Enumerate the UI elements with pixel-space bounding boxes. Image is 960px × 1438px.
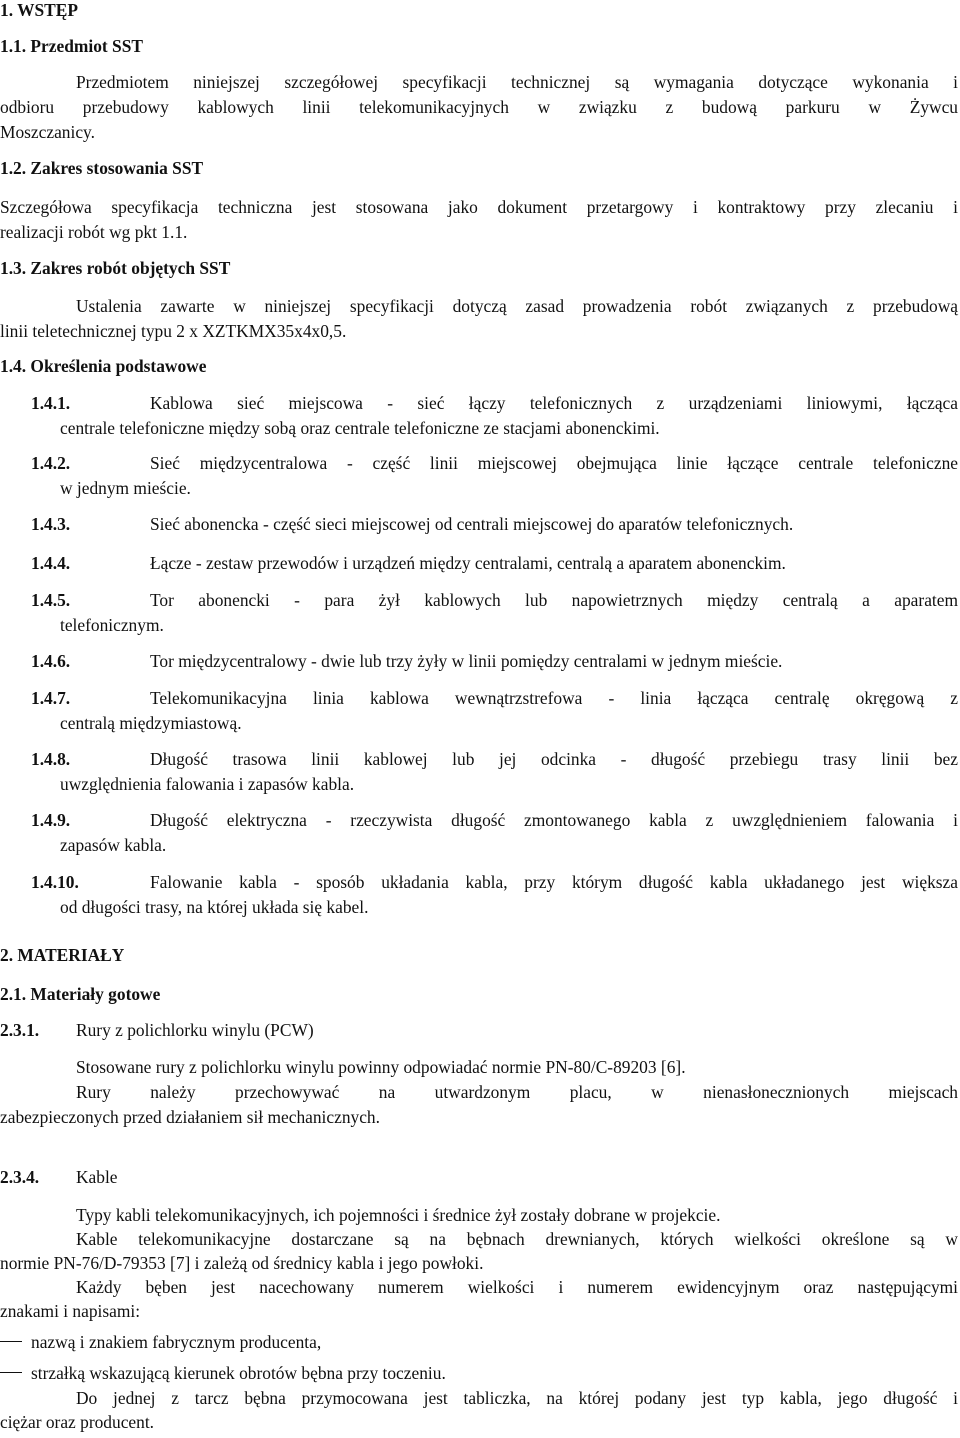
definition-text: Kablowa sieć miejscowa - sieć łączy telefonicznych z urządzeniami liniowymi, łącząca	[150, 393, 958, 413]
definition-text: Długość trasowa linii kablowej lub jej odcinka - długość przebiegu trasy linii bez	[150, 749, 958, 769]
paragraph-1-3-line: Ustalenia zawarte w niniejszej specyfikacji dotyczą zasad prowadzenia robót związanych z przebudową	[76, 296, 958, 316]
bullet-text: strzałką wskazującą kierunek obrotów bębna przy toczeniu.	[31, 1363, 446, 1383]
definition-text: w jednym mieście.	[60, 478, 191, 498]
definition-text: od długości trasy, na której układa się kabel.	[60, 897, 369, 917]
heading-1: 1. WSTĘP	[0, 0, 78, 20]
subsection-number: 2.3.4.	[0, 1167, 40, 1187]
paragraph-2-3-4-line: znakami i napisami:	[0, 1301, 141, 1321]
heading-2: 2. MATERIAŁY	[0, 945, 125, 965]
definition-number: 1.4.3.	[31, 514, 71, 534]
definition-text: Tor abonencki - para żył kablowych lub napowietrznych między centralą a aparatem	[150, 590, 958, 610]
definition-text: Telekomunikacyjna linia kablowa wewnątrzstrefowa - linia łącząca centralę okręgową z	[150, 688, 958, 708]
subsection-title: Kable	[76, 1167, 118, 1187]
definition-text: centralą międzymiastową.	[60, 713, 242, 733]
definition-number: 1.4.5.	[31, 590, 71, 610]
definition-text: Długość elektryczna - rzeczywista długość zmontowanego kabla z uwzględnieniem falowania i	[150, 810, 958, 830]
paragraph-2-3-4-line: normie PN-76/D-79353 [7] i zależą od średnicy kabla i jego powłoki.	[0, 1253, 484, 1273]
subsection-number: 2.3.1.	[0, 1020, 40, 1040]
dash-bullet-icon	[0, 1372, 22, 1373]
heading-1-1: 1.1. Przedmiot SST	[0, 36, 143, 56]
paragraph-1-1-line: Przedmiotem niniejszej szczegółowej specyfikacji technicznej są wymagania dotyczące wykonania i	[76, 72, 958, 92]
paragraph-2-3-4-line: Kable telekomunikacyjne dostarczane są na bębnach drewnianych, których wielkości określone są w	[76, 1229, 958, 1249]
paragraph-2-3-1-line: Rury należy przechowywać na utwardzonym placu, w nienasłonecznionych miejscach	[76, 1082, 958, 1102]
definition-number: 1.4.6.	[31, 651, 71, 671]
subsection-2-3-1	[0, 1018, 958, 1042]
paragraph-2-3-4-line: Typy kabli telekomunikacyjnych, ich pojemności i średnice żył zostały dobrane w projekcie.	[76, 1205, 721, 1225]
definition-text: Sieć abonencka - część sieci miejscowej od centrali miejscowej do aparatów telefonicznych.	[150, 514, 794, 534]
heading-2-1: 2.1. Materiały gotowe	[0, 984, 161, 1004]
paragraph-1-1-line: odbioru przebudowy kablowych linii telekomunikacyjnych w związku z budową parkuru w Żywcu	[0, 97, 958, 117]
definition-text: Sieć międzycentralowa - część linii miejscowej obejmująca linie łączące centrale telefoniczne	[150, 453, 958, 473]
definition-number: 1.4.9.	[31, 810, 71, 830]
definition-text: telefonicznym.	[60, 615, 164, 635]
heading-1-4: 1.4. Określenia podstawowe	[0, 356, 207, 376]
definition-text: uwzględnienia falowania i zapasów kabla.	[60, 774, 355, 794]
definition-number: 1.4.1.	[31, 393, 71, 413]
definition-text: Łącze - zestaw przewodów i urządzeń między centralami, centralą a aparatem abonenckim.	[150, 553, 786, 573]
paragraph-2-3-1-line: Stosowane rury z polichlorku winylu powinny odpowiadać normie PN-80/C-89203 [6].	[76, 1057, 686, 1077]
heading-1-3: 1.3. Zakres robót objętych SST	[0, 258, 231, 278]
paragraph-2-3-4-line: ciężar oraz producent.	[0, 1412, 155, 1432]
paragraph-2-3-1-line: zabezpieczonych przed działaniem sił mechanicznych.	[0, 1107, 380, 1127]
subsection-2-3-4	[0, 1165, 958, 1189]
paragraph-1-3-line: linii teletechnicznej typu 2 x XZTKMX35x4x0,5.	[0, 321, 347, 341]
paragraph-1-2-line: realizacji robót wg pkt 1.1.	[0, 222, 188, 242]
definition-text: Falowanie kabla - sposób układania kabla, przy którym długość kabla układanego jest większa	[150, 872, 958, 892]
paragraph-1-1-line: Moszczanicy.	[0, 122, 95, 142]
definition-text: zapasów kabla.	[60, 835, 167, 855]
dash-bullet-icon	[0, 1341, 22, 1342]
definition-text: Tor międzycentralowy - dwie lub trzy żyły w linii pomiędzy centralami w jednym mieście.	[150, 651, 783, 671]
definition-number: 1.4.2.	[31, 453, 71, 473]
heading-1-2: 1.2. Zakres stosowania SST	[0, 158, 204, 178]
definition-number: 1.4.10.	[31, 872, 79, 892]
paragraph-2-3-4-line: Każdy bęben jest nacechowany numerem wielkości i numerem ewidencyjnym oraz następującymi	[76, 1277, 958, 1297]
definition-text: centrale telefoniczne między sobą oraz centrale telefoniczne ze stacjami abonenckimi.	[60, 418, 660, 438]
subsection-title: Rury z polichlorku winylu (PCW)	[76, 1020, 314, 1040]
definition-number: 1.4.7.	[31, 688, 71, 708]
bullet-text: nazwą i znakiem fabrycznym producenta,	[31, 1332, 322, 1352]
paragraph-2-3-4-line: Do jednej z tarcz bębna przymocowana jest tabliczka, na której podany jest typ kabla, jego długość i	[76, 1388, 958, 1408]
definition-number: 1.4.8.	[31, 749, 71, 769]
definition-number: 1.4.4.	[31, 553, 71, 573]
paragraph-1-2-line: Szczegółowa specyfikacja techniczna jest stosowana jako dokument przetargowy i kontraktowy przy zlecaniu i	[0, 197, 958, 217]
